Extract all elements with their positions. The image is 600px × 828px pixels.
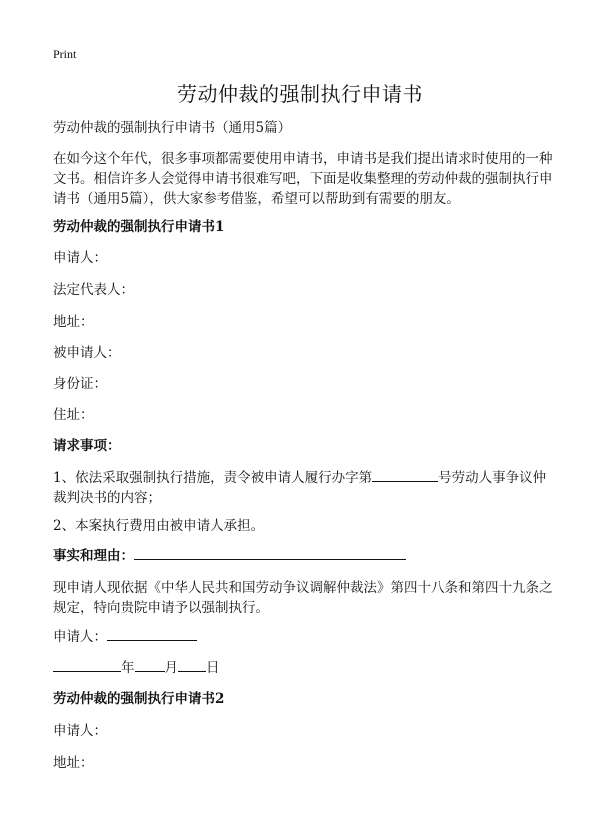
request-item-1-suffix: 号劳动人事争议仲裁判决书的内容； (53, 470, 547, 506)
print-label[interactable]: Print (53, 47, 77, 61)
facts-line (53, 546, 406, 566)
field-id-card: 身份证： (53, 376, 107, 392)
request-item-1-prefix: 1、依法采取强制执行措施，责令被申请人履行办字第 (53, 470, 373, 486)
sign-applicant-label: 申请人： (53, 629, 107, 645)
field-residence: 住址： (53, 407, 94, 423)
facts-label: 事实和理由： (53, 548, 134, 564)
sign-applicant-blank (107, 627, 197, 641)
request-item-1 (53, 468, 553, 508)
section2-address: 地址： (53, 755, 94, 771)
document-title: 劳动仲裁的强制执行申请书 (177, 82, 423, 106)
date-year-label: 年 (121, 660, 135, 676)
document-subtitle: 劳动仲裁的强制执行申请书（通用5篇） (53, 120, 292, 136)
field-address: 地址： (53, 314, 94, 330)
field-applicant: 申请人： (53, 250, 107, 266)
month-blank (135, 658, 165, 672)
day-blank (178, 658, 206, 672)
section1-heading: 劳动仲裁的强制执行申请书1 (53, 219, 225, 235)
year-blank (53, 658, 121, 672)
sign-applicant-line (53, 627, 197, 647)
intro-paragraph: 在如今这个年代，很多事项都需要使用申请书，申请书是我们提出请求时使用的一种文书。相信许多人会觉得申请书很难写吧，下面是收集整理的劳动仲裁的强制执行申请书（通用5篇），供大家参考借鉴，希望可以帮助到有需要的朋友。 (53, 151, 553, 207)
case-number-blank (372, 468, 438, 482)
date-line (53, 658, 220, 678)
request-item-2: 2、本案执行费用由被申请人承担。 (53, 518, 265, 534)
facts-blank (134, 546, 406, 560)
date-day-label: 日 (206, 660, 220, 676)
field-respondent: 被申请人： (53, 345, 121, 361)
section2-heading: 劳动仲裁的强制执行申请书2 (53, 691, 225, 707)
date-month-label: 月 (164, 660, 178, 676)
field-legal-representative: 法定代表人： (53, 282, 134, 298)
section2-applicant: 申请人： (53, 723, 107, 739)
request-heading: 请求事项： (53, 438, 121, 454)
facts-paragraph: 现申请人现依据《中华人民共和国劳动争议调解仲裁法》第四十八条和第四十九条之规定，特向贵院申请予以强制执行。 (53, 580, 553, 616)
